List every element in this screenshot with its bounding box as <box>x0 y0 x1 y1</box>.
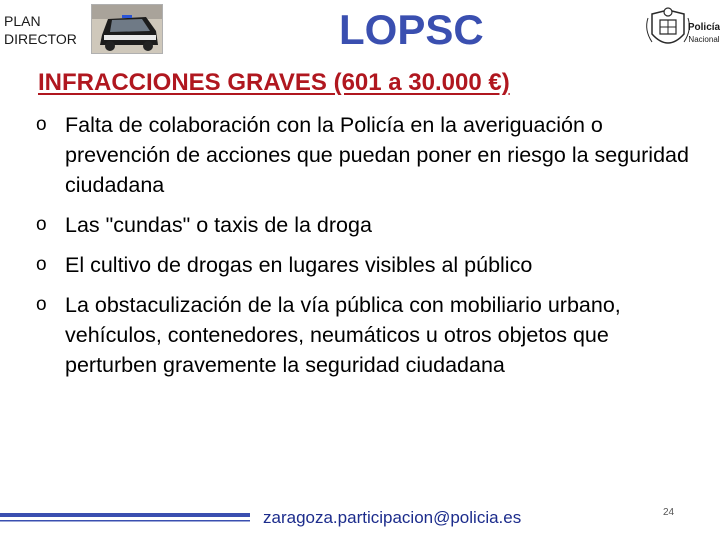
footer-divider <box>0 511 250 523</box>
section-heading: INFRACCIONES GRAVES (601 a 30.000 €) <box>38 69 510 96</box>
infractions-list <box>36 110 696 390</box>
bullet-marker: o <box>36 114 47 135</box>
plan-label-line1: PLAN <box>4 13 41 29</box>
list-item <box>36 250 696 280</box>
list-item-text: La obstaculización de la vía pública con mobiliario urbano, vehículos, contenedores, neumáticos u otros objetos que perturben gravemente la seguridad ciudadana <box>65 293 621 377</box>
list-item <box>36 210 696 240</box>
list-item-text: El cultivo de drogas en lugares visibles al público <box>65 253 533 277</box>
plan-director-label <box>4 12 77 48</box>
police-car-image <box>91 4 163 54</box>
logo-text-policia: Policía <box>687 22 720 33</box>
contact-email: zaragoza.participacion@policia.es <box>263 508 522 527</box>
logo-text-nacional: Nacional <box>688 35 720 44</box>
list-item-text: Las "cundas" o taxis de la droga <box>65 213 372 237</box>
page-number: 24 <box>663 507 675 518</box>
policia-nacional-logo <box>640 4 720 56</box>
police-car-icon <box>92 5 163 54</box>
bullet-marker: o <box>36 294 47 315</box>
plan-label-line2: DIRECTOR <box>4 31 77 47</box>
page-title: LOPSC <box>339 6 484 53</box>
bullet-marker: o <box>36 214 47 235</box>
list-item <box>36 290 696 380</box>
list-item <box>36 110 696 200</box>
list-item-text: Falta de colaboración con la Policía en la averiguación o prevención de acciones que puedan poner en riesgo la seguridad ciudadana <box>65 113 689 197</box>
police-shield-icon <box>640 4 720 56</box>
bullet-marker: o <box>36 254 47 275</box>
